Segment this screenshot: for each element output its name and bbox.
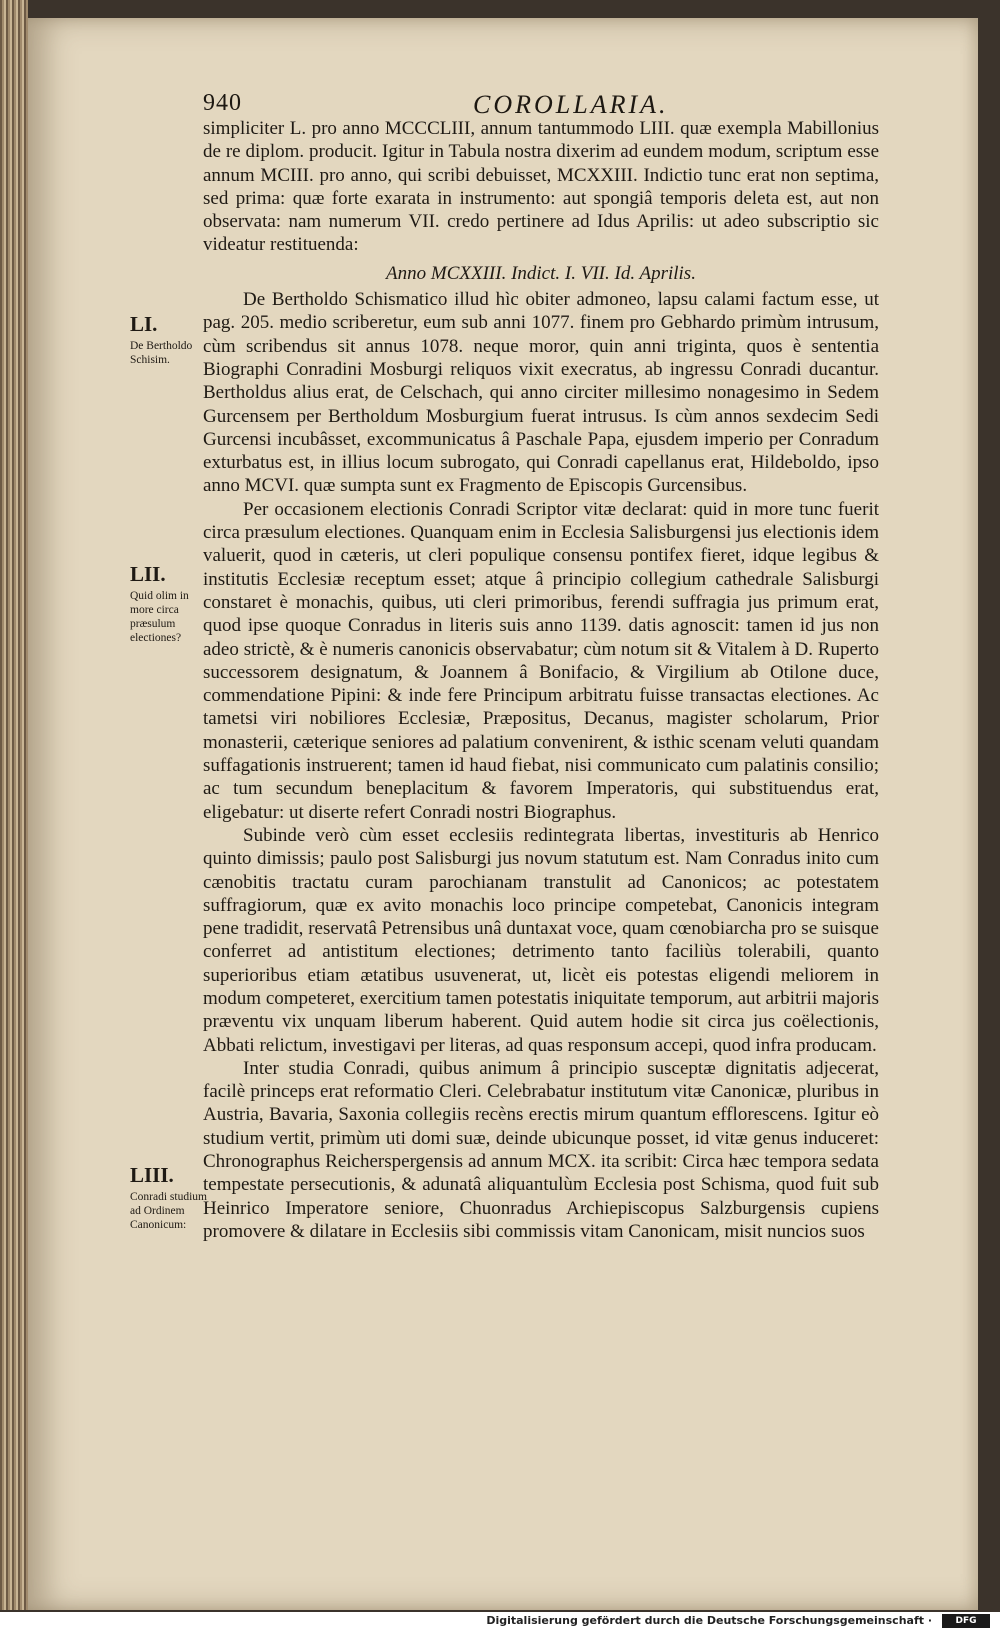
main-text [203, 117, 879, 1243]
margin-section-52 [130, 562, 210, 645]
dfg-logo-icon: DFG [942, 1614, 990, 1628]
margin-section-51 [130, 312, 210, 367]
paragraph: Inter studia Conradi, quibus animum â principio susceptæ dignitatis adjecerat, facilè princeps erat reformatio Cleri. Celebrabatur institutum vitæ Canonicæ, pluribus in Austria, Bavaria, Saxonia collegiis recèns erectis mirum quantum efflorescens. Igitur eò studium vertit, primùm uti domi suæ, deinde ubicunque posset, id vitæ genus induceret: Chronographus Reicherspergensis ad annum MCX. ita scribit: Circa hæc tempora sedata tempestate persecutionis, & adunatâ aliquantulùm Ecclesia post Schisma, quod fuit sub Heinrico Imperatore seniore, Chuonradus Archiepiscopus Salzburgensis cupiens promovere & dilatare in Ecclesiis sibi commissis vitam Canonicam, misit nuncios suos [203, 1057, 879, 1242]
digitization-footer [0, 1612, 1000, 1630]
paragraph: Subinde verò cùm esset ecclesiis redintegrata libertas, investituris ab Henrico quinto dimissis; paulo post Salisburgi jus novum statutum est. Nam Conradus inito cum cænobitis tractatu curam parochianam transtulit ad Canonicos; ac potestatem suffragiorum, quæ ex avito monachis loco principe competebat, Canonicis integram pene tradidit, reservatâ Petrensibus unâ duntaxat voce, quam cœnobiarcha pro se suisque conferret ad antistitum electiones; detrimento tanto faciliùs tolerabili, quanto superioribus etiam ætatibus usuvenerat, ut, licèt eis potestas eligendi meliorem in modum competeret, exercitium tamen potestatis iniquitate temporum, aut arbitrii majoris præventu vix unquam liberum haberent. Quid autem hodie sit circa jus coëlectionis, Abbati relictum, investigavi per literas, ad quas responsum accepi, quod infra producam. [203, 824, 879, 1056]
date-formula: Anno MCXXIII. Indict. I. VII. Id. Aprilis. [386, 262, 696, 284]
paragraph: simpliciter L. pro anno MCCCLIII, annum tantummodo LIII. quæ exempla Mabillonius de re diplom. producit. Igitur in Tabula nostra dixerim ad eundem modum, scriptum esse annum MCIII. pro anno, qui scribi debuisset, MCXXIII. Indictio tunc erat non septima, sed prima: quæ forte exarata in instrumento: aut spongiâ temporis deleta est, aut non observata: nam numerum VII. credo pertinere ad Idus Aprilis: ut adeo subscriptio sic videatur restituenda: [203, 118, 879, 256]
funding-credit: Digitalisierung gefördert durch die Deutsche Forschungsgemeinschaft · [486, 1614, 932, 1627]
section-number: LI. [130, 312, 158, 336]
marginal-note: Quid olim in more circa præsulum electiones? [130, 590, 189, 644]
paragraph: De Bertholdo Schismatico illud hìc obiter admoneo, lapsu calami factum esse, ut pag. 205. medio scriberetur, eum sub anni 1077. finem pro Gebhardo primùm intrusum, cùm scribendus sit annus 1078. neque moror, quin anni triginta, quos è sententia Biographi Conradini Mosburgi reliquos vixit execratus, ab ingressu Conradi ducantur. Bertholdus alius erat, de Celschach, qui anno circiter millesimo nonagesimo in Sedem Gurcensem per Bertholdum Mosburgium fuerat intrusus. Is cùm annos sexdecim Sedi Gurcensi incubâsset, excommunicatus â Paschale Papa, ejusdem imperio per Conradum exturbatus est, in illius locum subrogato, qui Conradi capellanus erat, Hildeboldo, ipso anno MCVI. quæ sumpta sunt ex Fragmento de Episcopis Gurcensibus. [203, 289, 879, 497]
running-title: COROLLARIA. [473, 90, 669, 119]
marginal-note: Conradi studium ad Ordinem Canonicum: [130, 1191, 207, 1231]
book-page-edges [0, 0, 28, 1610]
paragraph: Per occasionem electionis Conradi Scriptor vitæ declarat: quid in more tunc fuerit circa præsulum electiones. Quanquam enim in Ecclesia Salisburgensi jus electionis idem valuerit, quod in cæteris, ut cleri populique consensu pontifex fieret, idque legibus & institutis Ecclesiæ receptum esset; atque â principio collegium cathedrale Salisburgi constaret è monachis, quibus, uti cleri primoribus, ferendi suffragia jus primum erat, quod ipse quoque Conradus in literis suis anno 1139. datis agnoscit: tamen id jus non adeo strictè, & è numeris canonicis observabatur; cùm notum sit & Vitalem à D. Ruperto successorem designatum, & Joannem â Bonifacio, & Virgilium ab Otilone duce, commendatione Pipini: & inde fere Principum arbitratu fuisse transactas electiones. Ac tametsi viri nobiliores Ecclesiæ, Præpositus, Decanus, magister scholarum, Prior monasterii, cæterique seniores ad palatium convenirent, & isthic scenam veluti quandam suffagationis instruerent; tamen id haud fiebat, nisi communicato cum palatinis consilio; ac tum secundum beneplacitum & favorem Imperatoris, qui substituendus erat, eligebatur: ut diserte refert Conradi nostri Biographus. [203, 498, 879, 823]
margin-section-53 [130, 1163, 210, 1232]
section-number: LIII. [130, 1163, 174, 1187]
section-number: LII. [130, 562, 166, 586]
page-number: 940 [203, 90, 242, 116]
marginal-note: De Bertholdo Schisim. [130, 340, 193, 366]
